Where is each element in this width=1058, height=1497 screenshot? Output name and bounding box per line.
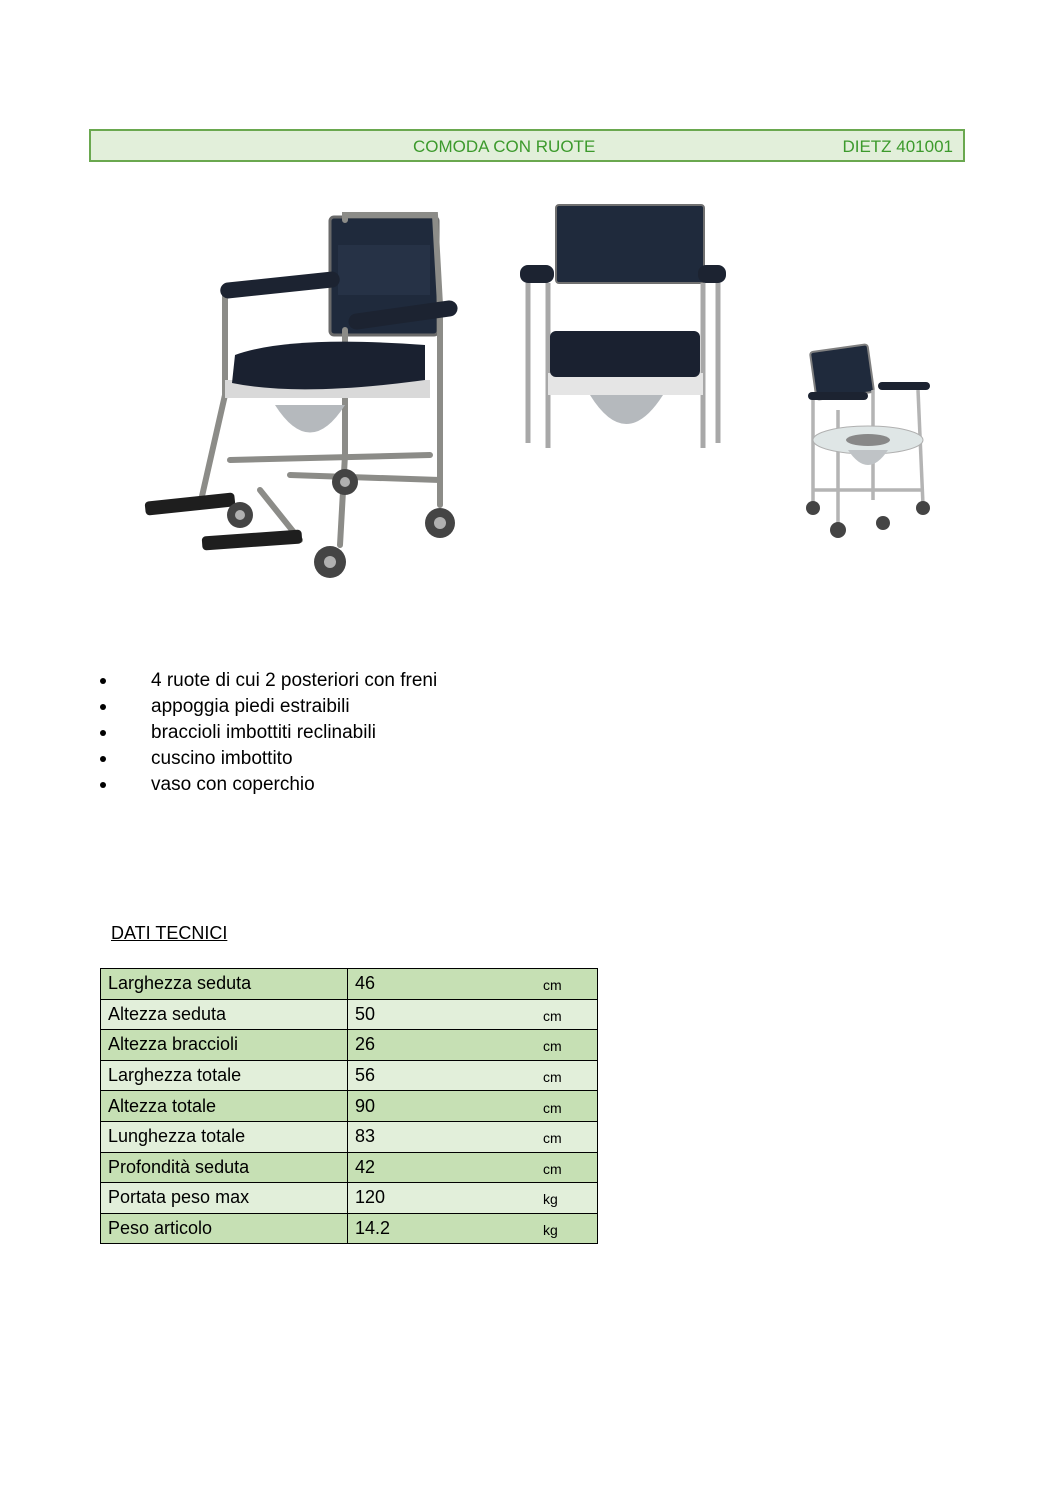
feature-item: braccioli imbottiti reclinabili [96, 720, 437, 746]
bullet-icon [100, 704, 106, 710]
table-row [101, 1060, 598, 1091]
product-title: COMODA CON RUOTE [413, 137, 596, 156]
spec-unit: cm [536, 999, 598, 1030]
spec-label: Profondità seduta [101, 1152, 348, 1183]
table-row [101, 1121, 598, 1152]
spec-unit: cm [536, 1121, 598, 1152]
product-code: DIETZ 401001 [842, 137, 953, 156]
spec-label: Peso articolo [101, 1213, 348, 1244]
spec-value: 26 [348, 1030, 537, 1061]
table-row [101, 1152, 598, 1183]
spec-value: 14.2 [348, 1213, 537, 1244]
commode-chair-photo-3 [798, 340, 948, 550]
specs-title: DATI TECNICI [111, 923, 228, 943]
spec-value: 56 [348, 1060, 537, 1091]
spec-label: Larghezza seduta [101, 969, 348, 1000]
spec-unit: kg [536, 1213, 598, 1244]
bullet-icon [100, 756, 106, 762]
specs-table [100, 968, 598, 1244]
feature-item: vaso con coperchio [96, 772, 437, 798]
spec-label: Altezza seduta [101, 999, 348, 1030]
spec-label: Portata peso max [101, 1183, 348, 1214]
spec-value: 46 [348, 969, 537, 1000]
spec-label: Larghezza totale [101, 1060, 348, 1091]
commode-chair-photo-2 [518, 203, 730, 448]
spec-unit: cm [536, 1030, 598, 1061]
spec-label: Altezza braccioli [101, 1030, 348, 1061]
table-row [101, 1030, 598, 1061]
spec-unit: kg [536, 1183, 598, 1214]
table-row [101, 1213, 598, 1244]
spec-unit: cm [536, 1060, 598, 1091]
spec-value: 90 [348, 1091, 537, 1122]
spec-unit: cm [536, 1091, 598, 1122]
table-row [101, 999, 598, 1030]
bullet-icon [100, 678, 106, 684]
feature-item: cuscino imbottito [96, 746, 437, 772]
spec-value: 83 [348, 1121, 537, 1152]
bullet-icon [100, 782, 106, 788]
spec-label: Altezza totale [101, 1091, 348, 1122]
spec-unit: cm [536, 1152, 598, 1183]
bullet-icon [100, 730, 106, 736]
spec-value: 120 [348, 1183, 537, 1214]
commode-chair-photo-1 [140, 205, 480, 595]
spec-unit: cm [536, 969, 598, 1000]
spec-value: 42 [348, 1152, 537, 1183]
feature-item: appoggia piedi estraibili [96, 694, 437, 720]
spec-value: 50 [348, 999, 537, 1030]
feature-item: 4 ruote di cui 2 posteriori con freni [96, 668, 437, 694]
feature-list [96, 668, 437, 798]
table-row [101, 969, 598, 1000]
table-row [101, 1183, 598, 1214]
table-row [101, 1091, 598, 1122]
header-bar [89, 129, 965, 162]
spec-label: Lunghezza totale [101, 1121, 348, 1152]
